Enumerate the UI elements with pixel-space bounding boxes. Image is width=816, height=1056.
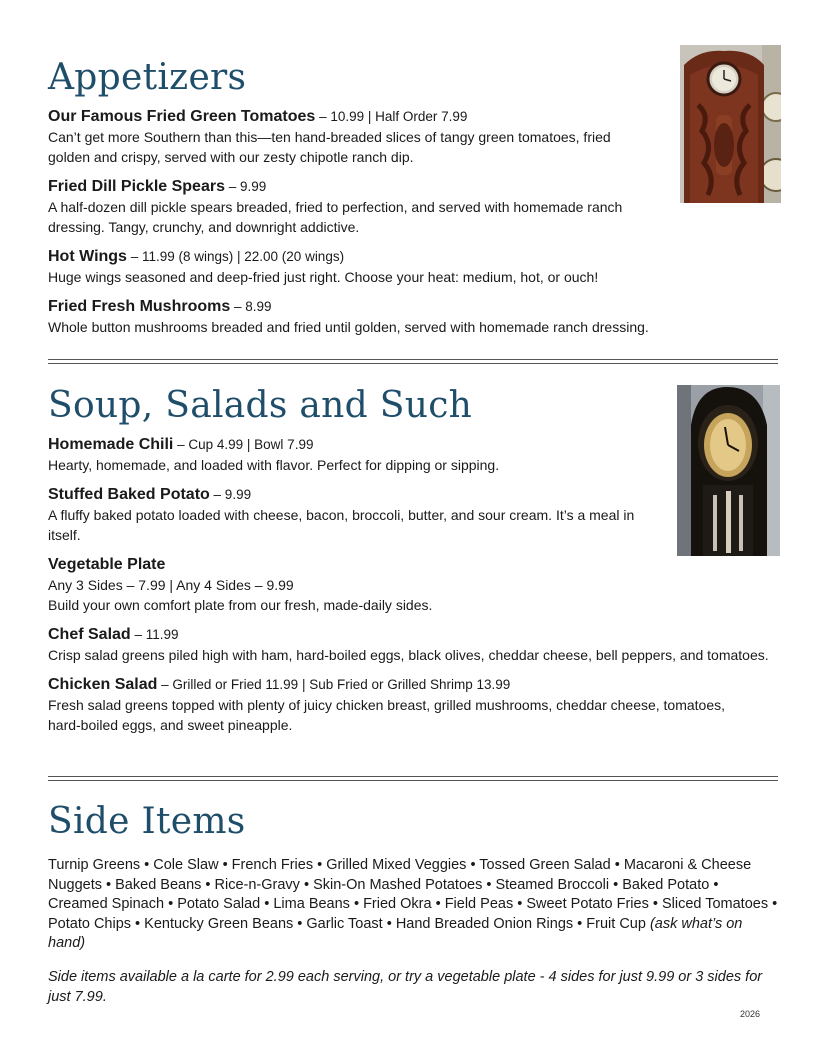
menu-item <box>48 297 778 337</box>
item-name: Fried Fresh Mushrooms <box>48 298 231 315</box>
item-name: Our Famous Fried Green Tomatoes <box>48 108 316 125</box>
item-price: – Grilled or Fried 11.99 | Sub Fried or Grilled Shrimp 13.99 <box>157 677 511 692</box>
item-description: Build your own comfort plate from our fresh, made-daily sides. <box>48 597 433 613</box>
item-name: Chef Salad <box>48 626 131 643</box>
item-price: – 10.99 | Half Order 7.99 <box>315 109 468 124</box>
menu-item <box>48 107 778 167</box>
section-heading-appetizers: Appetizers <box>48 57 247 98</box>
menu-item <box>48 435 778 475</box>
side-items-pricing-note: Side items available a la carte for 2.99 each serving, or try a vegetable plate - 4 sides for just 9.99 or 3 sides for just 7.99. <box>48 968 763 1005</box>
item-description: A half-dozen dill pickle spears breaded, fried to perfection, and served with homemade ranch dressing. Tangy, crunchy, and downright addictive. <box>48 199 623 235</box>
item-description: Crisp salad greens piled high with ham, hard-boiled eggs, black olives, cheddar cheese, bell peppers, and tomatoes. <box>48 647 769 663</box>
item-name: Fried Dill Pickle Spears <box>48 178 225 195</box>
item-description: Huge wings seasoned and deep-fried just right. Choose your heat: medium, hot, or ouch! <box>48 269 599 285</box>
item-name: Stuffed Baked Potato <box>48 486 210 503</box>
side-items-text: Turnip Greens • Cole Slaw • French Fries • Grilled Mixed Veggies • Tossed Green Salad • Macaroni & Cheese Nuggets • Baked Beans • Rice-n-Gravy • Skin-On Mashed Potatoes • Steamed Broccoli • Baked Potato • Creamed Spinach • Potato Salad • Lima Beans • Fried Okra • Field Peas • Sweet Potato Fries • Sliced Tomatoes • Potato Chips • Kentucky Green Beans • Garlic Toast • Hand Breaded Onion Rings • Fruit Cup <box>48 857 778 932</box>
side-items-list <box>48 856 778 954</box>
item-description: Hearty, homemade, and loaded with flavor. Perfect for dipping or sipping. <box>48 457 500 473</box>
menu-item <box>48 247 778 287</box>
item-name: Hot Wings <box>48 248 127 265</box>
footer-year: 2026 <box>739 1009 760 1019</box>
menu-item <box>48 555 778 615</box>
item-description: Whole button mushrooms breaded and fried until golden, served with homemade ranch dressing. <box>48 319 649 335</box>
item-description: Fresh salad greens topped with plenty of juicy chicken breast, grilled mushrooms, cheddar cheese, tomatoes, hard-boiled eggs, and sweet pineapple. <box>48 697 726 733</box>
item-name: Homemade Chili <box>48 436 174 453</box>
item-name: Vegetable Plate <box>48 556 166 573</box>
side-items-section <box>48 802 778 1007</box>
menu-item <box>48 625 778 665</box>
item-price: – 9.99 <box>209 487 252 502</box>
section-divider <box>48 359 778 364</box>
item-price: – 11.99 <box>130 627 179 642</box>
menu-item <box>48 675 778 735</box>
item-description: A fluffy baked potato loaded with cheese, bacon, broccoli, butter, and sour cream. It’s a meal in itself. <box>48 507 635 543</box>
section-heading-side-items: Side Items <box>48 801 246 842</box>
item-price: – 9.99 <box>224 179 267 194</box>
menu-item <box>48 177 778 237</box>
side-items-note-inline: (ask what’s on hand) <box>48 915 743 952</box>
item-price: – 8.99 <box>230 299 272 314</box>
item-price: – Cup 4.99 | Bowl 7.99 <box>173 437 314 452</box>
item-price: – 11.99 (8 wings) | 22.00 (20 wings) <box>126 249 345 264</box>
item-name: Chicken Salad <box>48 676 158 693</box>
item-description: Can’t get more Southern than this—ten hand-breaded slices of tangy green tomatoes, fried golden and crispy, served with our zesty chipotle ranch dip. <box>48 129 611 165</box>
appetizers-section <box>48 58 778 337</box>
item-subtitle: Any 3 Sides – 7.99 | Any 4 Sides – 9.99 <box>48 577 294 593</box>
menu-item <box>48 485 778 545</box>
soups-salads-section <box>48 386 778 735</box>
section-divider <box>48 776 778 781</box>
section-heading-soups-salads: Soup, Salads and Such <box>48 385 473 426</box>
